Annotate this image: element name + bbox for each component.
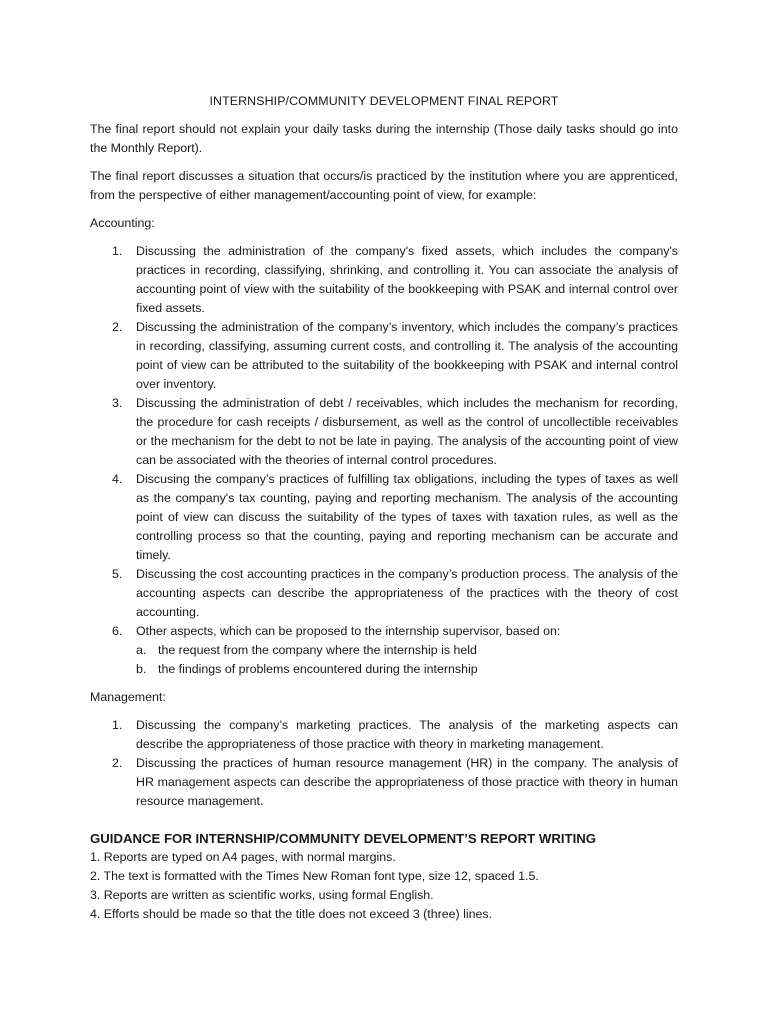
sublist-item-text: the findings of problems encountered during the internship: [158, 662, 478, 676]
list-item-text: Discussing the administration of the company's fixed assets, which includes the company's practices in recording, classifying, shrinking, and controlling it. You can associate the analysis of accounting point of view with the suitability of the bookkeeping with PSAK and internal control over fixed assets.: [136, 244, 678, 315]
list-number: 3.: [112, 396, 123, 410]
list-number: 4.: [112, 472, 123, 486]
document-title: INTERNSHIP/COMMUNITY DEVELOPMENT FINAL REPORT: [209, 94, 559, 108]
list-item-text: Discussing the cost accounting practices in the company’s production process. The analysis of the accounting aspects can describe the appropriateness of the practices with the theory of cost accounting.: [136, 567, 678, 619]
list-number: 1.: [112, 244, 123, 258]
list-item-text: Discussing the company’s marketing practices. The analysis of the marketing aspects can describe the appropriateness of those practice with theory in marketing management.: [136, 718, 678, 751]
accounting-heading: Accounting:: [90, 216, 155, 230]
list-item: [90, 394, 678, 470]
guidance-line: 1. Reports are typed on A4 pages, with normal margins.: [90, 850, 396, 864]
list-number: 1.: [112, 718, 123, 732]
list-item-text: Discussing the administration of the company’s inventory, which includes the company’s practices in recording, classifying, assuming current costs, and controlling it. The analysis of the accounting point of view can be attributed to the suitability of the bookkeeping with PSAK and internal control over inventory.: [136, 320, 678, 391]
guidance-title: GUIDANCE FOR INTERNSHIP/COMMUNITY DEVELOPMENT’S REPORT WRITING: [90, 831, 597, 846]
list-item: [90, 565, 678, 622]
spacer: [90, 679, 678, 688]
list-number: 5.: [112, 567, 123, 581]
list-number: 2.: [112, 756, 123, 770]
sublist-item: [136, 660, 678, 679]
list-number: 2.: [112, 320, 123, 334]
sublist-item: [136, 641, 678, 660]
guidance-line: 3. Reports are written as scientific works, using formal English.: [90, 888, 434, 902]
list-item: [90, 754, 678, 811]
accounting-list: [90, 242, 678, 679]
document-body: [90, 92, 678, 924]
list-item: [90, 242, 678, 318]
guidance-line: 2. The text is formatted with the Times New Roman font type, size 12, spaced 1.5.: [90, 869, 539, 883]
list-item: [90, 470, 678, 565]
list-number: 6.: [112, 624, 123, 638]
list-item: [90, 622, 678, 679]
list-item-text: Other aspects, which can be proposed to the internship supervisor, based on:: [136, 624, 561, 638]
management-heading: Management:: [90, 690, 166, 704]
management-list: [90, 716, 678, 811]
list-item: [90, 318, 678, 394]
sublist-letter: a.: [136, 643, 147, 657]
sublist-letter: b.: [136, 662, 147, 676]
list-item-text: Discusing the company’s practices of fulfilling tax obligations, including the types of taxes as well as the company's tax counting, paying and reporting mechanism. The analysis of the accounting point of view can discuss the suitability of the types of taxes with taxation rules, as well as the controlling process so that the counting, paying and reporting mechanism can be accurate and timely.: [136, 472, 678, 562]
list-item-text: Discussing the administration of debt / receivables, which includes the mechanism for recording, the procedure for cash receipts / disbursement, as well as the control of uncollectible receivables or the mechanism for the debt to not be late in paying. The analysis of the accounting point of view can be associated with the theories of internal control procedures.: [136, 396, 678, 467]
intro-paragraph-1: The final report should not explain your daily tasks during the internship (Those daily tasks should go into the Monthly Report).: [90, 122, 678, 155]
list-item: [90, 716, 678, 754]
intro-paragraph-2: The final report discusses a situation that occurs/is practiced by the institution where you are apprenticed, from the perspective of either management/accounting point of view, for example:: [90, 169, 678, 202]
guidance-line: 4. Efforts should be made so that the title does not exceed 3 (three) lines.: [90, 907, 493, 921]
sublist-item-text: the request from the company where the internship is held: [158, 643, 477, 657]
list-item-text: Discussing the practices of human resource management (HR) in the company. The analysis of HR management aspects can describe the appropriateness of those practice with theory in human resource management.: [136, 756, 678, 808]
accounting-sublist: [136, 641, 678, 679]
